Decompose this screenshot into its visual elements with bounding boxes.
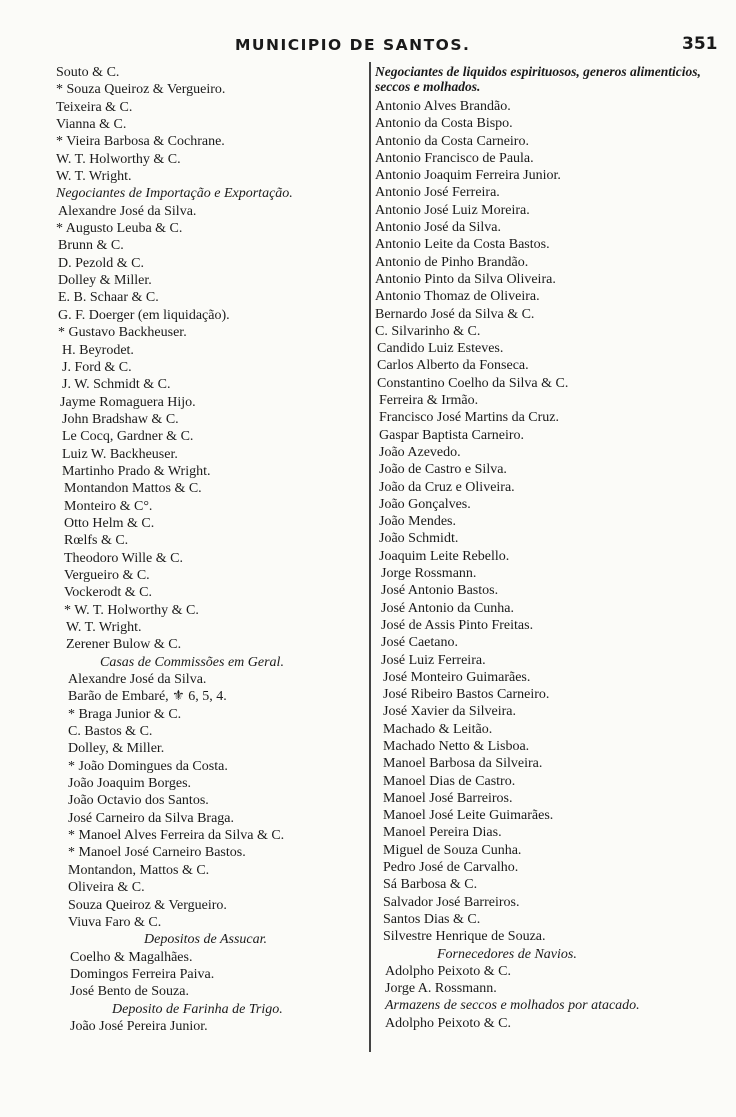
section-heading: Casas de Commissões em Geral.: [100, 654, 284, 670]
list-item: José Antonio da Cunha.: [381, 600, 514, 616]
list-item: Coelho & Magalhães.: [70, 949, 193, 965]
section-heading: Negociantes de Importação e Exportação.: [56, 186, 293, 202]
list-item: Souto & C.: [56, 65, 120, 80]
section-heading: Deposito de Farinha de Trigo.: [112, 1001, 283, 1017]
list-item: Montandon, Mattos & C.: [68, 862, 210, 878]
list-item: Vergueiro & C.: [64, 567, 150, 583]
list-item: João da Cruz e Oliveira.: [379, 479, 515, 495]
list-item: José Antonio Bastos.: [381, 583, 499, 599]
list-item: José Monteiro Guimarães.: [383, 669, 531, 685]
list-item: Antonio José da Silva.: [375, 220, 501, 236]
list-item: Dolley & Miller.: [58, 273, 152, 289]
list-item: Rœlfs & C.: [64, 533, 129, 549]
list-item: Gaspar Baptista Carneiro.: [379, 427, 525, 443]
list-item: Manoel José Barreiros.: [383, 790, 513, 806]
list-item: Candido Luiz Esteves.: [377, 341, 504, 357]
list-item: C. Bastos & C.: [68, 724, 153, 740]
list-item: Bernardo José da Silva & C.: [375, 306, 535, 322]
list-item: E. B. Schaar & C.: [58, 290, 159, 306]
list-item: * Manoel Alves Ferreira da Silva & C.: [68, 828, 285, 844]
list-item: D. Pezold & C.: [58, 255, 144, 271]
list-item: Pedro José de Carvalho.: [383, 860, 519, 876]
list-item: Manoel José Leite Guimarães.: [383, 808, 554, 824]
list-item: João de Castro e Silva.: [379, 462, 507, 478]
page-title: MUNICIPIO DE SANTOS.: [235, 36, 471, 54]
list-item: Antonio Francisco de Paula.: [375, 150, 534, 166]
list-item: José Caetano.: [381, 635, 458, 651]
list-item: Antonio José Luiz Moreira.: [375, 202, 530, 218]
page-number: 351: [682, 34, 718, 54]
section-heading: Depositos de Assucar.: [144, 932, 268, 948]
list-item: Alexandre José da Silva.: [68, 672, 207, 688]
list-item: H. Beyrodet.: [62, 342, 134, 358]
list-item: * Augusto Leuba & C.: [56, 221, 183, 237]
list-item: Monteiro & C°.: [64, 498, 153, 514]
list-item: Antonio Joaquim Ferreira Junior.: [375, 168, 561, 184]
list-item: Martinho Prado & Wright.: [62, 463, 211, 479]
list-item: Otto Helm & C.: [64, 515, 155, 531]
list-item: C. Silvarinho & C.: [375, 323, 481, 339]
list-item: Barão de Embaré, ⚜ 6, 5, 4.: [68, 689, 227, 705]
list-item: Antonio da Costa Bispo.: [375, 116, 513, 132]
list-item: Francisco José Martins da Cruz.: [379, 410, 560, 426]
list-item: Antonio Leite da Costa Bastos.: [375, 237, 550, 253]
list-item: João Octavio dos Santos.: [68, 793, 209, 809]
list-item: José Bento de Souza.: [70, 984, 189, 1000]
list-item: José Luiz Ferreira.: [381, 652, 486, 668]
list-item: * W. T. Holworthy & C.: [64, 602, 199, 618]
list-item: Manoel Barbosa da Silveira.: [383, 756, 543, 772]
list-item: Joaquim Leite Rebello.: [379, 548, 510, 564]
list-item: Alexandre José da Silva.: [58, 203, 197, 219]
list-item: * Vieira Barbosa & Cochrane.: [56, 134, 225, 150]
list-item: Jayme Romaguera Hijo.: [60, 394, 196, 410]
list-item: Luiz W. Backheuser.: [62, 446, 178, 462]
list-item: Antonio de Pinho Brandão.: [375, 254, 529, 270]
list-item: Le Cocq, Gardner & C.: [62, 429, 194, 445]
list-item: * Braga Junior & C.: [68, 706, 182, 722]
list-item: Antonio Thomaz de Oliveira.: [375, 289, 540, 305]
list-item: Theodoro Wille & C.: [64, 550, 183, 566]
list-item: Adolpho Peixoto & C.: [385, 1015, 512, 1031]
section-heading: Negociantes de liquidos espirituosos, generos alimenticios, seccos e molhados.: [375, 64, 701, 94]
list-item: Souza Queiroz & Vergueiro.: [68, 897, 227, 913]
list-item: Dolley, & Miller.: [68, 741, 165, 757]
list-item: Vianna & C.: [56, 117, 127, 133]
section-heading: Armazens de seccos e molhados por atacado.: [385, 998, 640, 1014]
list-item: Manoel Dias de Castro.: [383, 773, 516, 789]
list-item: Viuva Faro & C.: [68, 914, 162, 930]
list-item: Miguel de Souza Cunha.: [383, 842, 522, 858]
list-item: * Gustavo Backheuser.: [58, 325, 187, 341]
list-item: João Mendes.: [379, 514, 456, 530]
list-item: Sá Barbosa & C.: [383, 877, 478, 893]
list-item: José de Assis Pinto Freitas.: [381, 617, 534, 633]
list-item: Machado Netto & Lisboa.: [383, 738, 530, 754]
list-item: Constantino Coelho da Silva & C.: [377, 375, 569, 391]
list-item: * João Domingues da Costa.: [68, 758, 228, 774]
list-item: José Carneiro da Silva Braga.: [68, 810, 235, 826]
list-item: W. T. Wright.: [56, 169, 132, 185]
page-header: [0, 36, 736, 62]
list-item: John Bradshaw & C.: [62, 411, 179, 427]
list-item: J. Ford & C.: [62, 359, 132, 375]
list-item: Ferreira & Irmão.: [379, 393, 479, 409]
list-item: Antonio Pinto da Silva Oliveira.: [375, 271, 556, 287]
list-item: João Gonçalves.: [379, 496, 471, 512]
left-column: [56, 64, 374, 1035]
section-heading: Fornecedores de Navios.: [437, 946, 577, 962]
list-item: João Joaquim Borges.: [68, 776, 192, 792]
list-item: Antonio José Ferreira.: [375, 185, 500, 201]
list-item: * Souza Queiroz & Vergueiro.: [56, 82, 226, 98]
list-item: João Schmidt.: [379, 531, 459, 547]
list-item: Vockerodt & C.: [64, 585, 153, 601]
list-item: Silvestre Henrique de Souza.: [383, 929, 546, 945]
list-item: W. T. Wright.: [66, 620, 142, 635]
list-item: José Ribeiro Bastos Carneiro.: [383, 687, 550, 703]
right-column: [375, 64, 720, 1032]
list-item: * Manoel José Carneiro Bastos.: [68, 845, 246, 861]
list-item: Brunn & C.: [58, 238, 124, 254]
list-item: Antonio da Costa Carneiro.: [375, 133, 529, 149]
list-item: Domingos Ferreira Paiva.: [70, 966, 215, 982]
list-item: Antonio Alves Brandão.: [375, 99, 511, 114]
list-item: Carlos Alberto da Fonseca.: [377, 358, 529, 374]
list-item: Santos Dias & C.: [383, 911, 481, 927]
list-item: Zerener Bulow & C.: [66, 637, 182, 653]
list-item: J. W. Schmidt & C.: [62, 377, 171, 393]
list-item: João Azevedo.: [379, 444, 461, 460]
list-item: Jorge Rossmann.: [381, 566, 477, 582]
list-item: Oliveira & C.: [68, 880, 145, 896]
list-item: João José Pereira Junior.: [70, 1018, 208, 1034]
list-item: W. T. Holworthy & C.: [56, 151, 181, 167]
list-item: Manoel Pereira Dias.: [383, 825, 502, 841]
list-item: Adolpho Peixoto & C.: [385, 963, 512, 979]
list-item: Montandon Mattos & C.: [64, 481, 202, 497]
list-item: Jorge A. Rossmann.: [385, 981, 497, 997]
list-item: Teixeira & C.: [56, 99, 133, 115]
list-item: Salvador José Barreiros.: [383, 894, 520, 910]
list-item: Machado & Leitão.: [383, 721, 493, 737]
list-item: G. F. Doerger (em liquidação).: [58, 307, 230, 323]
list-item: José Xavier da Silveira.: [383, 704, 516, 720]
